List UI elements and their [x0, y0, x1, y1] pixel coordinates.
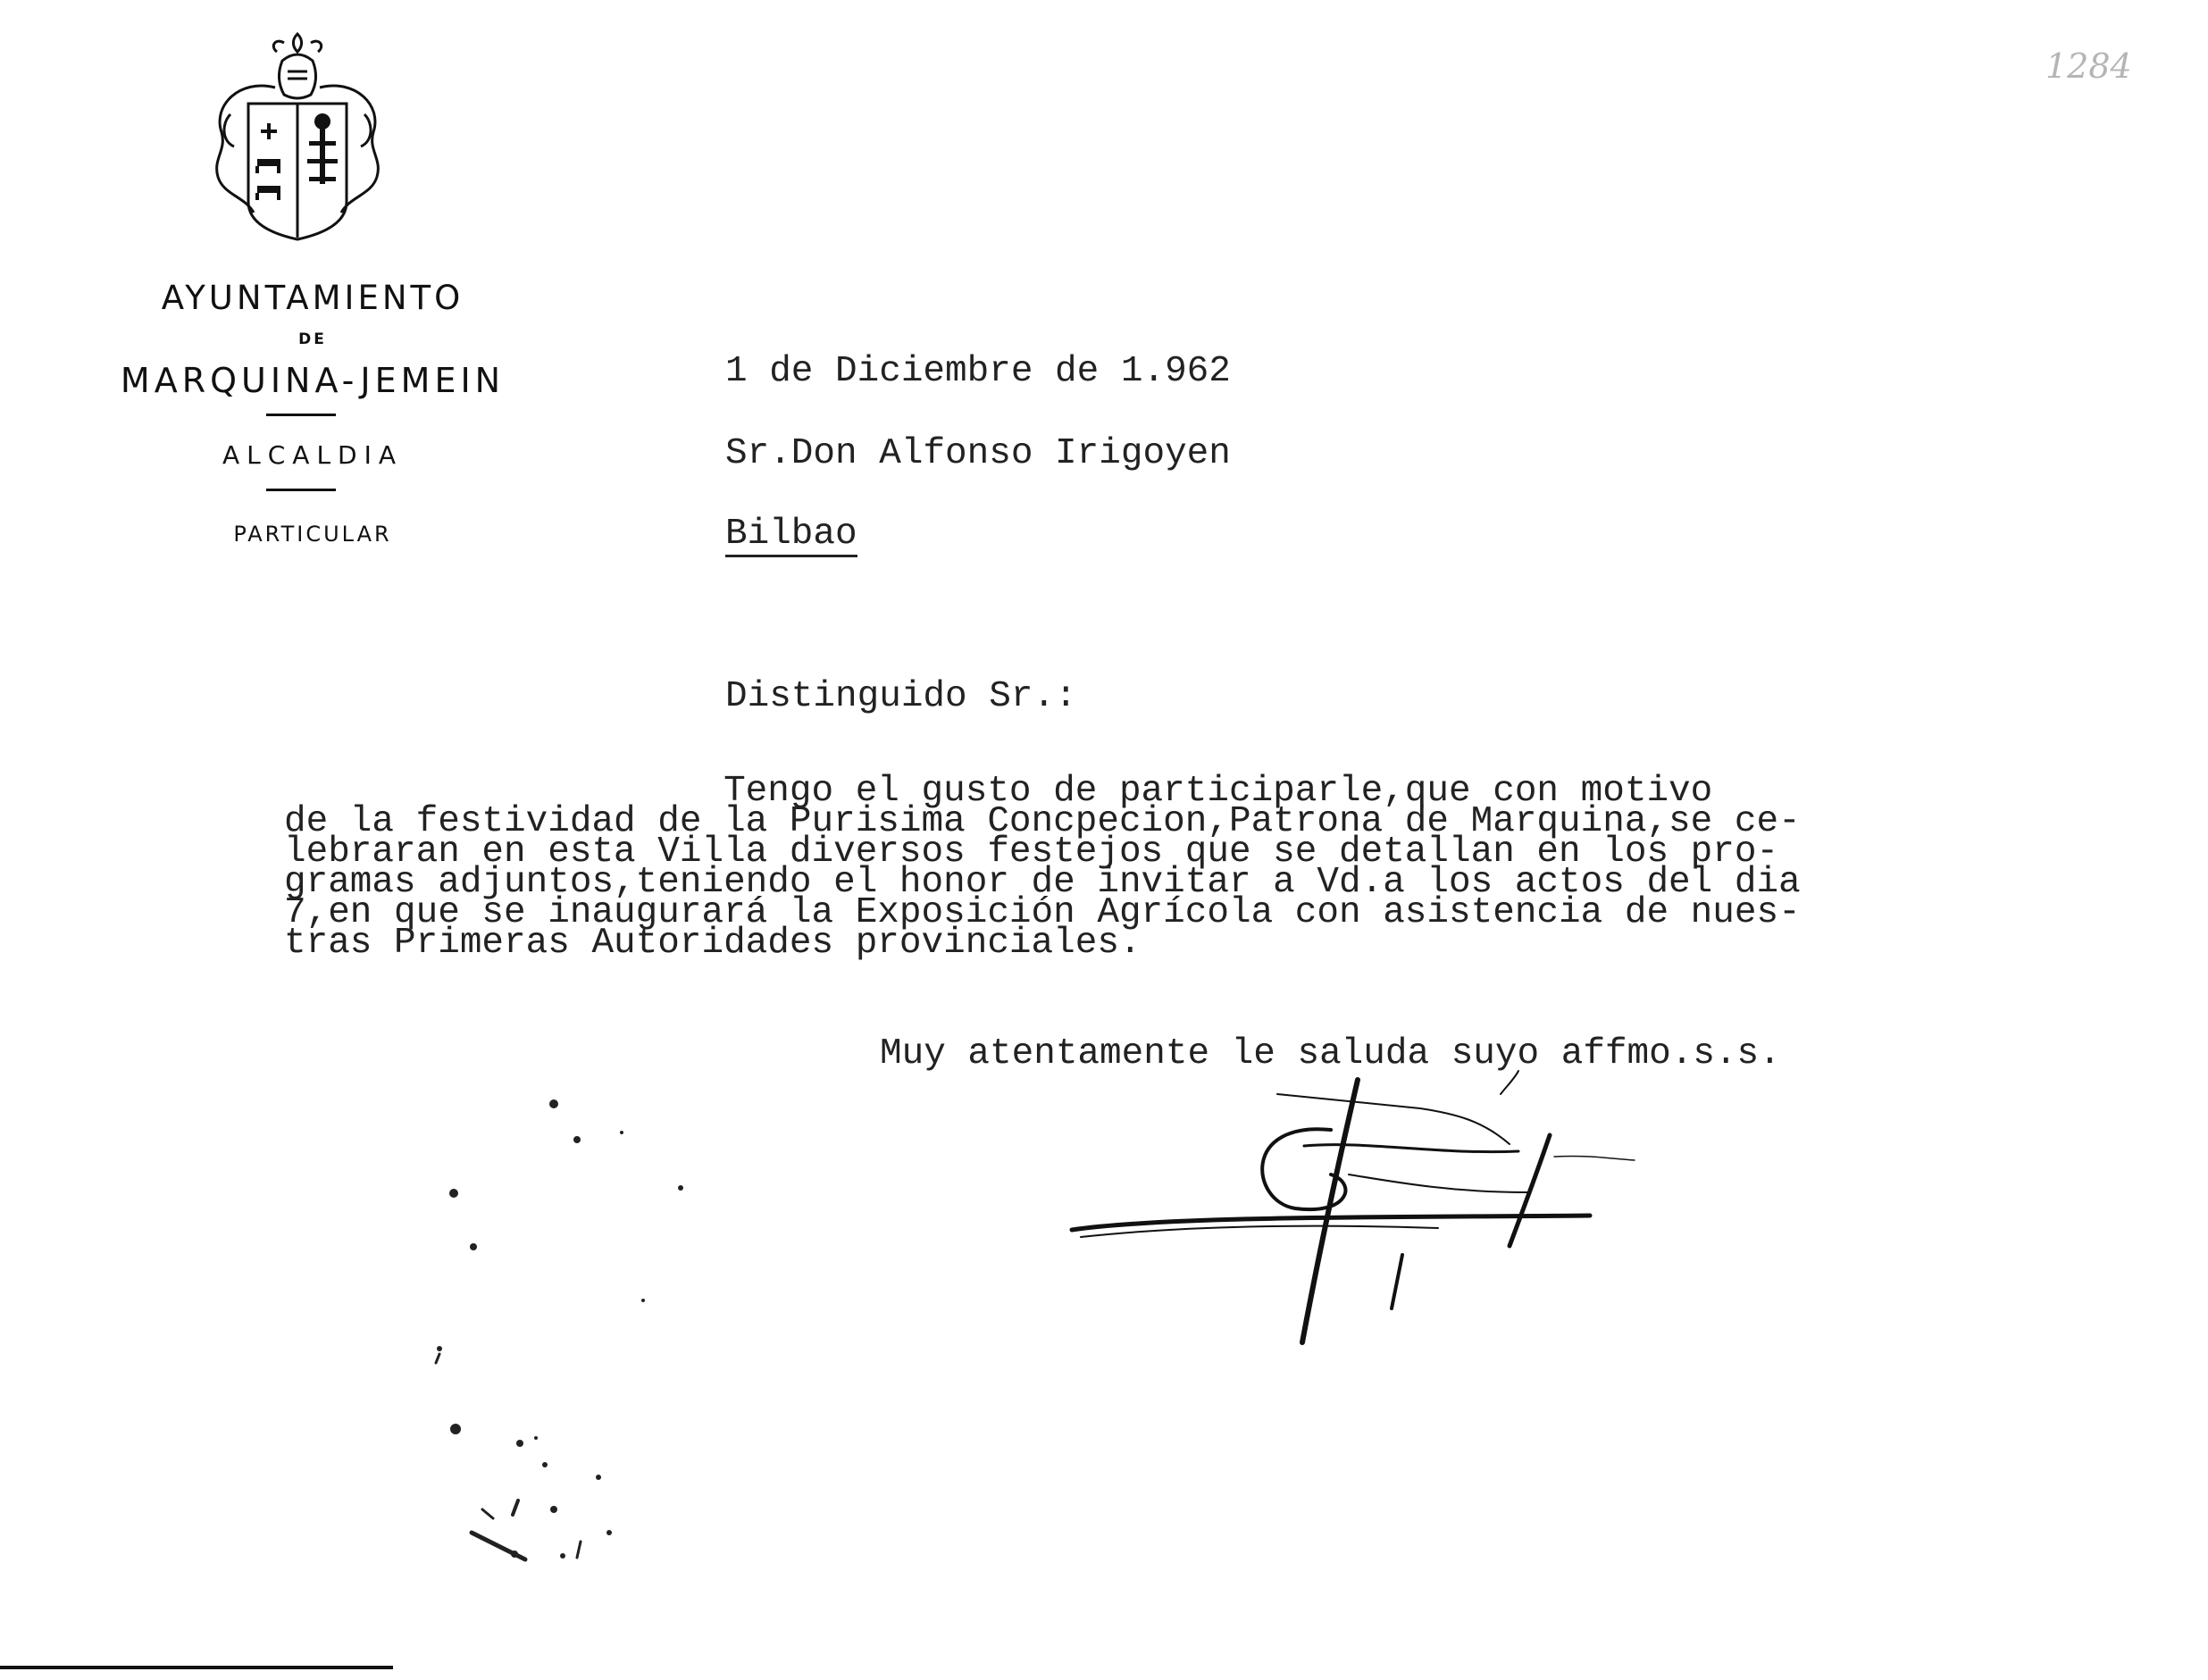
letterhead-classification: PARTICULAR: [233, 522, 392, 547]
letter-city: Bilbao: [725, 516, 857, 557]
letterhead-divider: [266, 414, 336, 416]
letter-addressee: Sr.Don Alfonso Irigoyen: [725, 433, 1231, 474]
reference-mark: 1284: [2045, 46, 2132, 86]
body-line: lebraran en esta Villa diversos festejos que se detallan en los pro-: [284, 832, 1779, 873]
body-line: tras Primeras Autoridades provinciales.: [284, 923, 1142, 964]
letterhead-municipality: MARQUINA-JEMEIN: [120, 361, 506, 400]
letter-greeting: Distinguido Sr.:: [725, 676, 1077, 717]
body-line: gramas adjuntos,teniendo el honor de invitar a Vd.a los actos del dia: [284, 862, 1801, 903]
body-line: Tengo el gusto de participarle,que con motivo: [284, 771, 1713, 812]
bottom-edge-rule: [0, 1666, 393, 1669]
letterhead-office: ALCALDIA: [222, 440, 404, 470]
signature-icon: [1063, 1058, 1670, 1353]
letter-closing: Muy atentamente le saluda suyo affmo.s.s.: [880, 1033, 1781, 1074]
coat-of-arms-icon: [195, 25, 400, 248]
letter-body: [284, 771, 2160, 964]
faded-stamp-seal: [420, 1090, 795, 1590]
letterhead-divider: [266, 489, 336, 491]
letter-date: 1 de Diciembre de 1.962: [725, 351, 1231, 392]
body-line: 7,en que se inaugurará la Exposición Agrícola con asistencia de nues-: [284, 892, 1801, 933]
letterhead-preposition: DE: [298, 330, 327, 348]
body-line: de la festividad de la Purisima Concpecion,Patrona de Marquina,se ce-: [284, 801, 1801, 842]
letterhead-organization: AYUNTAMIENTO: [161, 279, 464, 317]
